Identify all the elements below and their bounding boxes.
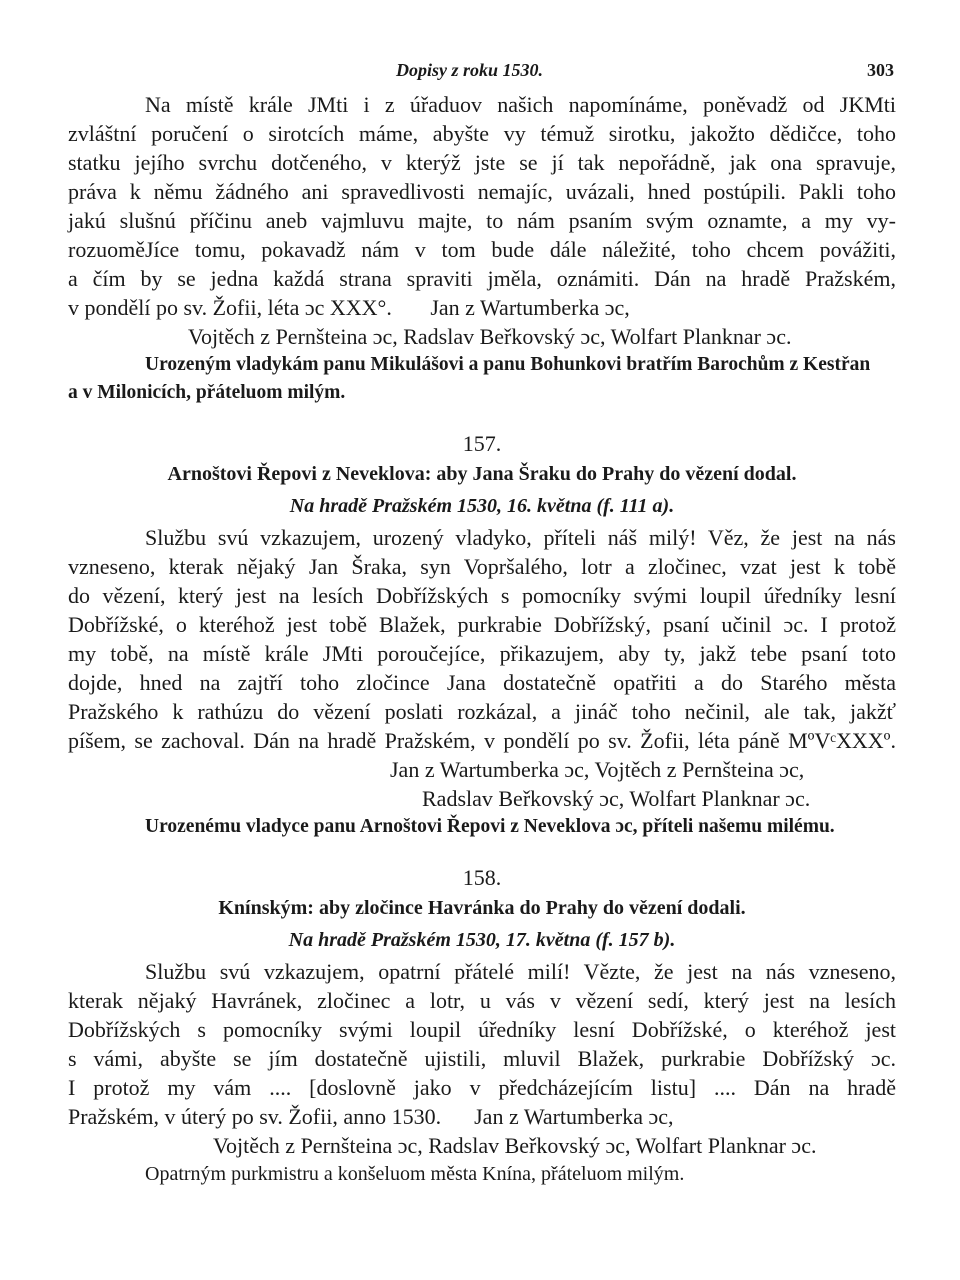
address-line: Urozeným vladykám panu Mikulášovi a panu Bohunkovi bratřím Barochům z Kestřan xyxy=(145,354,871,375)
text-line: Na místě krále JMti i z úřaduov našich napomínáme, poněvadž od JKMti xyxy=(145,92,896,117)
address-line: Opatrným purkmistru a konšeluom města Knína, přáteluom milým. xyxy=(145,1163,685,1185)
text-line: I protož my vám .... [doslovně jako v předcházejícím listu] .... Dán na hradě xyxy=(68,1075,896,1100)
text-line: v pondělí po sv. Žofii, léta ɔc XXX°. Jan z Wartumberka ɔc, xyxy=(68,295,630,320)
running-title: Dopisy z roku 1530. xyxy=(396,60,544,80)
signature-line: Vojtěch z Pernšteina ɔc, Radslav Beřkovský ɔc, Wolfart Planknar ɔc. xyxy=(188,324,792,349)
text-line: kterak nějaký Havránek, zločinec a lotr, u vás v vězení sedí, který jest na lesích xyxy=(68,988,896,1013)
letter-heading: Arnoštovi Řepovi z Neveklova: aby Jana Šraku do Prahy do vězení dodal. xyxy=(167,463,797,485)
letter-number: 157. xyxy=(462,431,502,456)
text-line: a čím by se jedna každá strana spraviti jměla, oznámiti. Dán na hradě Pražském, xyxy=(68,266,896,291)
text-line: zvláštní poručení o sirotcích máme, abyšte vy témuž sirotku, jakožto dědičce, toho xyxy=(68,121,896,146)
text-line: rozuoměJíce tomu, pokavadž nám v tom bude dále náležité, toho chcem povážiti, xyxy=(68,237,896,262)
text-line: do vězení, který jest na lesích Dobřížských s pomocníky svými loupil úředníky lesní xyxy=(68,583,896,608)
text-line: Službu svú vzkazujem, opatrní přátelé milí! Vězte, že jest na nás vzneseno, xyxy=(145,959,896,984)
text-line: s vámi, abyšte se jím dostatečně ujistili, mluvil Blažek, purkrabie Dobřížský ɔc. xyxy=(68,1046,896,1071)
running-header xyxy=(68,60,896,90)
text-line: Dobřížských s pomocníky svými loupil úředníky lesní Dobřížské, o kteréhož jest xyxy=(68,1017,896,1042)
text-line: jakú slušnú příčinu aneb vajmluvu majte, to nám psaním svým oznamte, a my vy- xyxy=(68,208,896,233)
address-line: Urozenému vladyce panu Arnoštovi Řepovi z Neveklova ɔc, příteli našemu milému. xyxy=(145,816,835,837)
address-line: a v Milonicích, přáteluom milým. xyxy=(68,382,346,403)
text-line: statku jejího svrchu dotčeného, v kterýž jste se jí tak nepořádně, jak ona spravuje, xyxy=(68,150,896,175)
letter-157 xyxy=(68,429,896,841)
letter-date: Na hradě Pražském 1530, 16. května (f. 111 a). xyxy=(289,495,675,517)
signature-line: Jan z Wartumberka ɔc, Vojtěch z Pernšteina ɔc, xyxy=(390,757,805,782)
text-line: Službu svú vzkazujem, urozený vladyko, příteli náš milý! Věz, že jest na nás xyxy=(145,525,896,550)
text-line: my tobě, na místě krále JMti poroučejíce, přikazujem, aby ty, jakž tebe psaní toto xyxy=(68,641,896,666)
letter-date: Na hradě Pražském 1530, 17. května (f. 157 b). xyxy=(288,929,676,951)
letter-156-body xyxy=(68,90,896,407)
document-page xyxy=(68,60,896,1189)
letter-number: 158. xyxy=(462,865,502,890)
text-line: práva k němu žádného ani spravedlivosti nemajíc, uvázali, hned postúpili. Pakli toho xyxy=(68,179,896,204)
signature-line: Vojtěch z Pernšteina ɔc, Radslav Beřkovský ɔc, Wolfart Planknar ɔc. xyxy=(213,1133,817,1158)
page-number: 303 xyxy=(867,60,894,80)
text-line: píšem, se zachoval. Dán na hradě Pražském, v pondělí po sv. Žofii, léta páně MºVᶜXXXº. xyxy=(68,728,896,753)
text-line: Dobřížské, o kteréhož jest tobě Blažek, purkrabie Dobřížský, psaní učinil ɔc. I protož xyxy=(68,612,896,637)
signature-line: Radslav Beřkovský ɔc, Wolfart Planknar ɔc. xyxy=(422,786,811,811)
letter-158 xyxy=(68,863,896,1189)
letter-heading: Knínským: aby zločince Havránka do Prahy do vězení dodali. xyxy=(218,897,746,919)
text-line: Pražského k rathúzu do vězení poslati rozkázal, a jináč toho nečinil, ale tak, jakžť xyxy=(68,699,896,724)
text-line: dojde, hned na zajtří toho zločince Jana dostatečně opatřiti a do Starého města xyxy=(68,670,896,695)
text-line: Pražském, v úterý po sv. Žofii, anno 1530. Jan z Wartumberka ɔc, xyxy=(68,1104,674,1129)
text-line: vzneseno, kterak nějaký Jan Šraka, syn Vopršalého, lotr a zločinec, vzat jest k tobě xyxy=(68,554,896,579)
